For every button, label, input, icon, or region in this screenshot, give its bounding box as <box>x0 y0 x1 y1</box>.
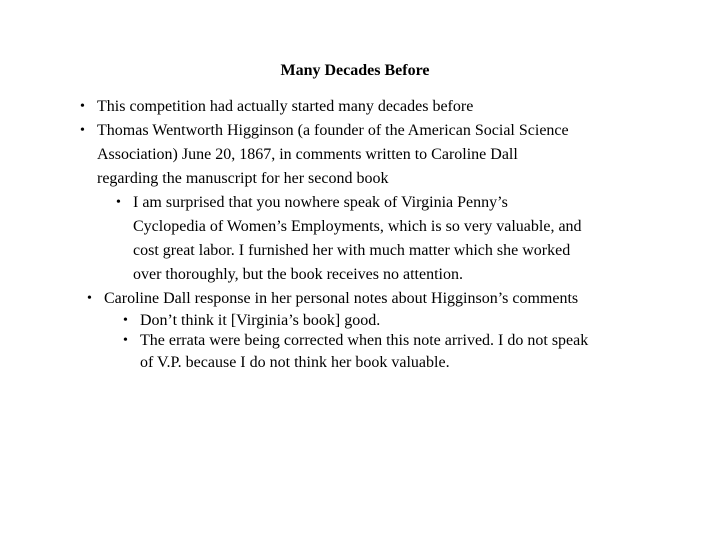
sub-bullet-item-dont-think <box>123 311 660 331</box>
bullet-text <box>140 311 660 331</box>
text-line: regarding the manuscript for her second book <box>97 170 389 187</box>
bullet-icon: • <box>80 123 85 138</box>
text-line: Thomas Wentworth Higginson (a founder of the American Social Science <box>97 122 569 139</box>
text-line: This competition had actually started many decades before <box>97 98 474 115</box>
text-line: I am surprised that you nowhere speak of Virginia Penny’s <box>133 194 508 211</box>
text-line: over thoroughly, but the book receives no attention. <box>133 266 463 283</box>
bullet-icon: • <box>87 291 92 306</box>
text-line: The errata were being corrected when this note arrived. I do not speak <box>140 332 589 349</box>
text-line: of V.P. because I do not think her book valuable. <box>140 354 450 371</box>
bullet-text <box>97 95 657 119</box>
sub-bullet-item-quote <box>116 191 653 287</box>
bullet-icon: • <box>123 333 128 348</box>
bullet-item-dall-response <box>87 287 664 311</box>
bullet-text <box>104 287 664 311</box>
text-line: Don’t think it [Virginia’s book] good. <box>140 312 381 329</box>
bullet-text <box>133 191 653 287</box>
text-line: Association) June 20, 1867, in comments written to Caroline Dall <box>97 146 518 163</box>
bullet-item-competition <box>80 95 657 119</box>
bullet-icon: • <box>80 99 85 114</box>
bullet-item-higginson <box>80 119 657 191</box>
text-line: Cyclopedia of Women’s Employments, which is so very valuable, and <box>133 218 582 235</box>
bullet-icon: • <box>116 195 121 210</box>
bullet-text <box>140 331 660 375</box>
bullet-icon: • <box>123 313 128 328</box>
bullet-text <box>97 119 657 191</box>
text-line: cost great labor. I furnished her with much matter which she worked <box>133 242 571 259</box>
slide-title: Many Decades Before <box>280 62 430 79</box>
text-line: Caroline Dall response in her personal notes about Higginson’s comments <box>104 290 579 307</box>
sub-bullet-item-errata <box>123 331 660 375</box>
